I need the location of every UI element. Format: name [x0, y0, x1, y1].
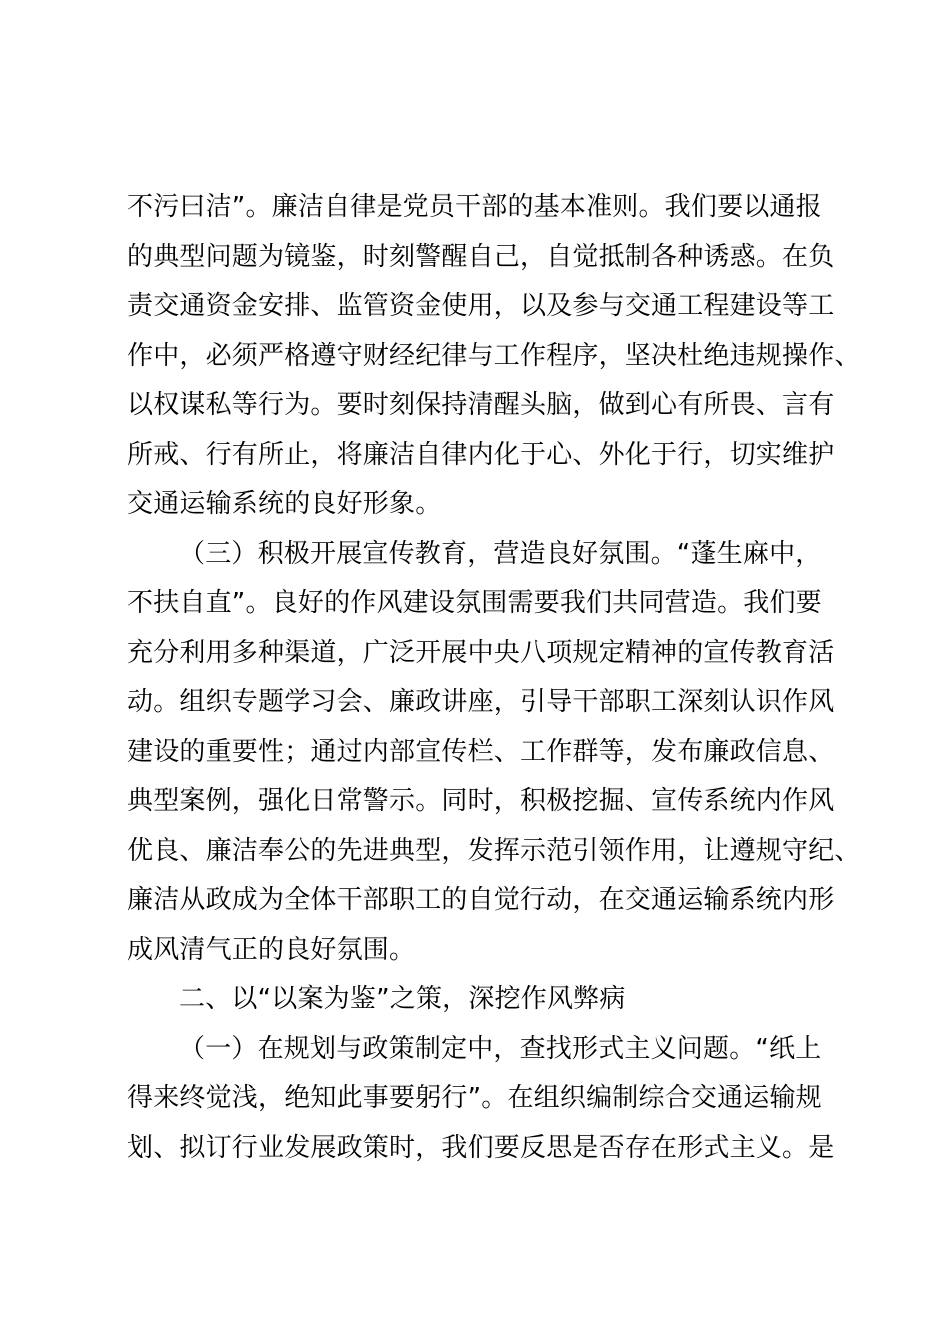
chapter-heading: 二、以“以案为鉴”之策，深挖作风弊病	[179, 984, 626, 1014]
text-line: 廉洁从政成为全体干部职工的自觉行动，在交通运输系统内形	[127, 885, 835, 915]
text-line: 优良、廉洁奉公的先进典型，发挥示范引领作用，让遵规守纪、	[127, 835, 861, 866]
text-line: 典型案例，强化日常警示。同时，积极挖掘、宣传系统内作风	[127, 786, 835, 816]
section-heading-line: （一）在规划与政策制定中，查找形式主义问题。“纸上	[179, 1033, 822, 1064]
text-line: 不污曰洁”。廉洁自律是党员干部的基本准则。我们要以通报	[127, 192, 822, 222]
section-heading-line: （三）积极开展宣传教育，营造良好氛围。“蓬生麻中，	[179, 538, 822, 569]
text-line: 得来终觉浅，绝知此事要躬行”。在组织编制综合交通运输规	[127, 1083, 822, 1113]
text-line: 作中，必须严格遵守财经纪律与工作程序，坚决杜绝违规操作、	[127, 340, 861, 371]
text-line: 动。组织专题学习会、廉政讲座，引导干部职工深刻认识作风	[127, 687, 835, 717]
text-line: 的典型问题为镜鉴，时刻警醒自己，自觉抵制各种诱惑。在负	[127, 241, 835, 272]
text-line: 以权谋私等行为。要时刻保持清醒头脑，做到心有所畏、言有	[127, 390, 835, 420]
text-line: 成风清气正的良好氛围。	[127, 934, 416, 965]
text-line: 充分利用多种渠道，广泛开展中央八项规定精神的宣传教育活	[127, 637, 835, 668]
text-line: 划、拟订行业发展政策时，我们要反思是否存在形式主义。是	[127, 1132, 835, 1163]
text-line: 不扶自直”。良好的作风建设氛围需要我们共同营造。我们要	[127, 588, 822, 618]
text-line: 所戒、行有所止，将廉洁自律内化于心、外化于行，切实维护	[127, 439, 835, 470]
text-line: 交通运输系统的良好形象。	[127, 489, 442, 519]
text-line: 责交通资金安排、监管资金使用，以及参与交通工程建设等工	[127, 291, 835, 321]
document-body	[127, 183, 861, 1173]
text-line: 建设的重要性；通过内部宣传栏、工作群等，发布廉政信息、	[127, 736, 835, 767]
